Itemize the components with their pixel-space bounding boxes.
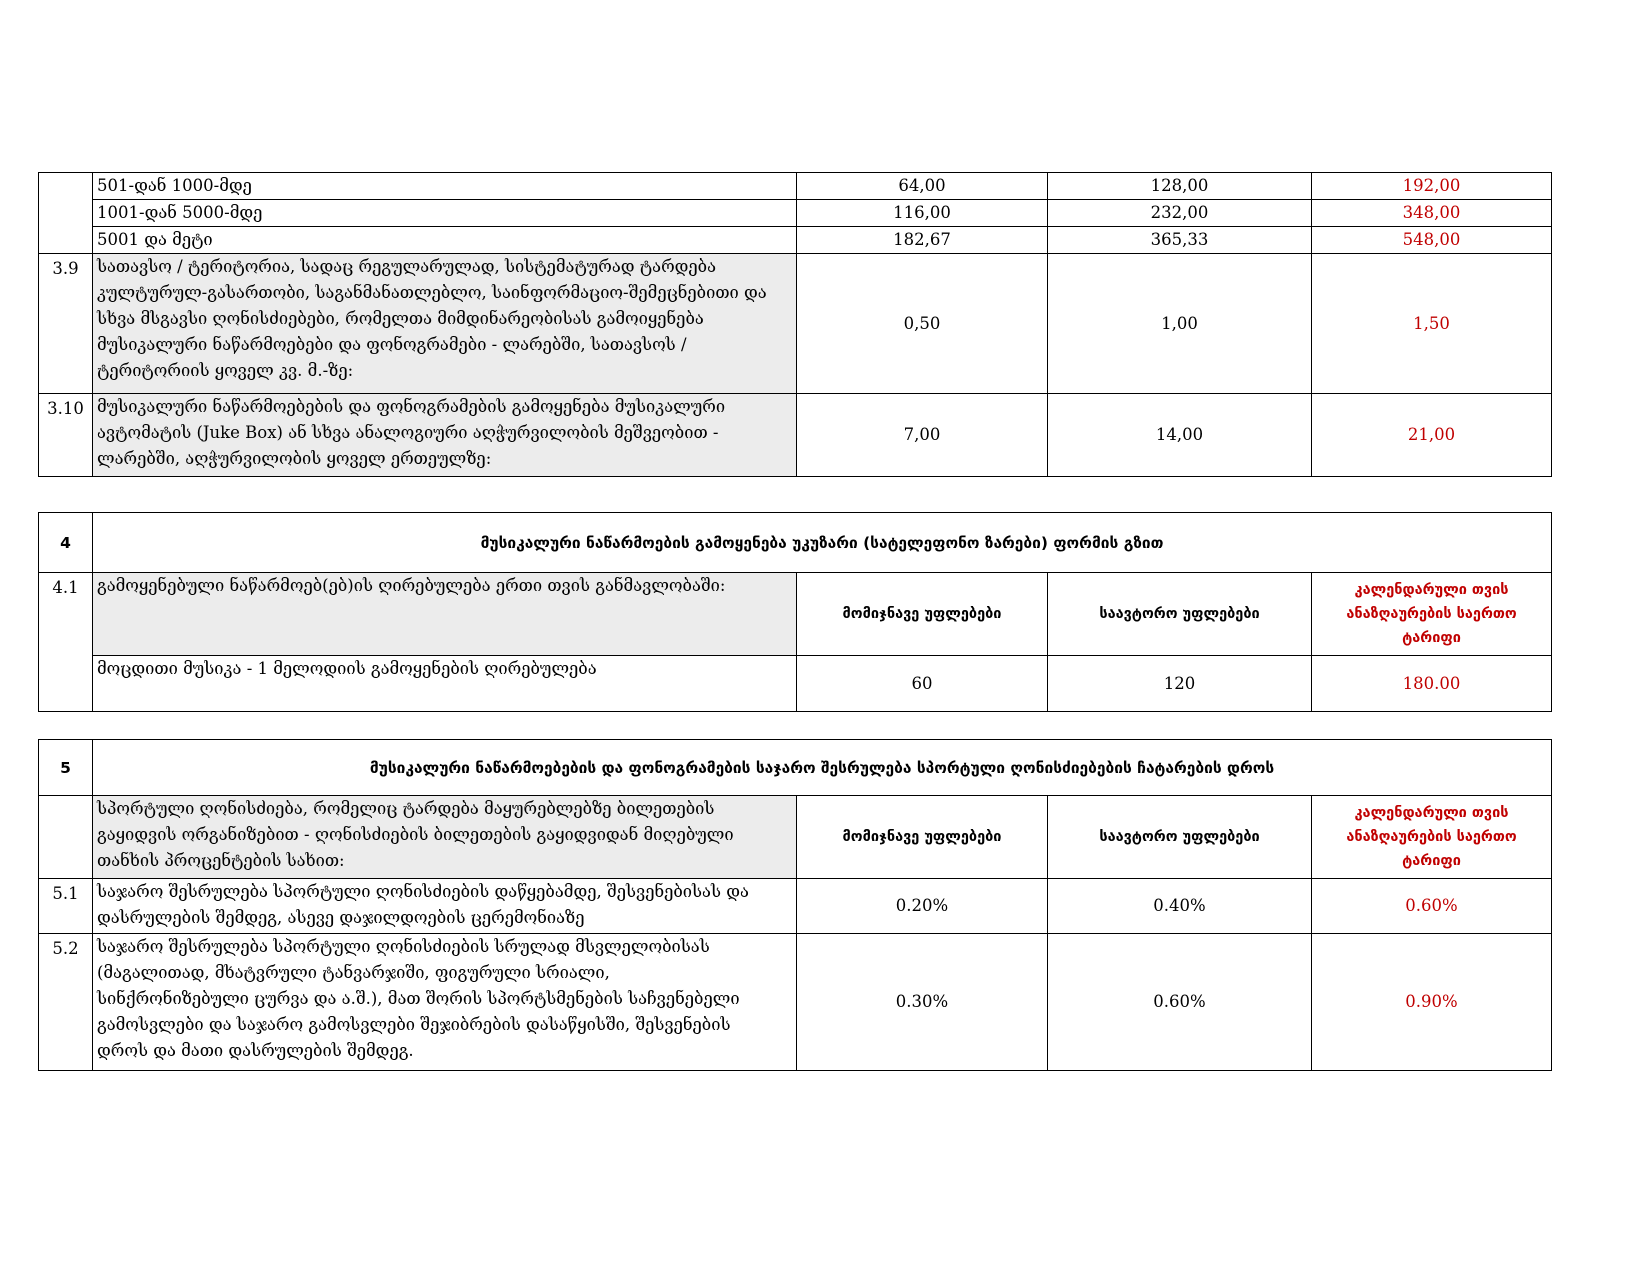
total-tariff-value: 21,00 — [1312, 394, 1552, 477]
row-number: 5.2 — [39, 934, 93, 1071]
author-rights-value: 0.60% — [1048, 934, 1312, 1071]
description-line: ტერიტორიის ყოველ კვ. მ.-ზე: — [97, 361, 354, 380]
row-number: 4.1 — [39, 573, 93, 712]
total-tariff-value: 192,00 — [1312, 173, 1552, 200]
row-description — [93, 796, 797, 879]
table-row — [39, 934, 1552, 1071]
author-rights-value: 365,33 — [1048, 227, 1312, 254]
header-line: ანაზღაურების საერთო — [1346, 606, 1517, 622]
section-number: 4 — [39, 513, 93, 573]
header-line: ტარიფი — [1402, 630, 1461, 646]
tariff-table-3 — [38, 172, 1552, 477]
total-tariff-value: 348,00 — [1312, 200, 1552, 227]
description-line: საჯარო შესრულება სპორტული ღონისძიების სრულად მსვლელობისას — [97, 937, 710, 956]
total-tariff-value: 0.60% — [1312, 879, 1552, 934]
description-line: ავტომატის (Juke Box) ან სხვა ანალოგიური აღჭურვილობის მეშვეობით - — [97, 423, 719, 442]
row-number: 5.1 — [39, 879, 93, 934]
section-header-row — [39, 740, 1552, 796]
description-line: მუსიკალური ნაწარმოებები და ფონოგრამები - ლარებში, სათავსოს / — [97, 335, 687, 354]
header-line: კალენდარული თვის — [1354, 805, 1509, 821]
tariff-table-4 — [38, 512, 1552, 712]
row-number: 3.9 — [39, 254, 93, 394]
author-rights-value: 128,00 — [1048, 173, 1312, 200]
related-rights-value: 0.30% — [797, 934, 1048, 1071]
table-row — [39, 200, 1552, 227]
table-row — [39, 879, 1552, 934]
author-rights-value: 14,00 — [1048, 394, 1312, 477]
description-line: ლარებში, აღჭურვილობის ყოველ ერთეულზე: — [97, 449, 492, 468]
related-rights-value: 0,50 — [797, 254, 1048, 394]
related-rights-value: 60 — [797, 656, 1048, 712]
table-row — [39, 254, 1552, 394]
related-rights-header: მომიჯნავე უფლებები — [797, 573, 1048, 656]
header-line: ანაზღაურების საერთო — [1346, 829, 1517, 845]
header-line: კალენდარული თვის — [1354, 582, 1509, 598]
description-line: დროს და მათი დასრულების შემდეგ. — [97, 1041, 414, 1060]
section-title: მუსიკალური ნაწარმოების გამოყენება უკუზარი (სატელეფონო ზარები) ფორმის გზით — [93, 513, 1552, 573]
related-rights-value: 182,67 — [797, 227, 1048, 254]
row-description — [93, 394, 797, 477]
author-rights-value: 120 — [1048, 656, 1312, 712]
total-tariff-header — [1312, 796, 1552, 879]
column-header-row — [39, 573, 1552, 656]
related-rights-value: 116,00 — [797, 200, 1048, 227]
description-line: გაყიდვის ორგანიზებით - ღონისძიების ბილეთების გაყიდვიდან მიღებული — [97, 825, 734, 844]
empty-number-cell — [39, 173, 93, 254]
author-rights-header: საავტორო უფლებები — [1048, 573, 1312, 656]
description-line: კულტურულ-გასართობი, საგანმანათლებლო, საინფორმაციო-შემეცნებითი და — [97, 283, 767, 302]
column-header-row — [39, 796, 1552, 879]
row-label: 501-დან 1000-მდე — [93, 173, 797, 200]
related-rights-value: 0.20% — [797, 879, 1048, 934]
author-rights-value: 1,00 — [1048, 254, 1312, 394]
description-line: მუსიკალური ნაწარმოებების და ფონოგრამების გამოყენება მუსიკალური — [97, 397, 726, 416]
table-row — [39, 394, 1552, 477]
section-header-row — [39, 513, 1552, 573]
row-description: გამოყენებული ნაწარმოებ(ებ)ის ღირებულება ერთი თვის განმავლობაში: — [93, 573, 797, 656]
description-line: სათავსო / ტერიტორია, სადაც რეგულარულად, სისტემატურად ტარდება — [97, 257, 717, 276]
row-description — [93, 934, 797, 1071]
total-tariff-value: 180.00 — [1312, 656, 1552, 712]
author-rights-value: 0.40% — [1048, 879, 1312, 934]
row-description — [93, 254, 797, 394]
empty-number-cell — [39, 796, 93, 879]
row-label: 5001 და მეტი — [93, 227, 797, 254]
related-rights-value: 7,00 — [797, 394, 1048, 477]
description-line: სხვა მსგავსი ღონისძიებები, რომელთა მიმდინარეობისას გამოიყენება — [97, 309, 704, 328]
total-tariff-value: 548,00 — [1312, 227, 1552, 254]
tariff-table-5 — [38, 739, 1552, 1071]
description-line: სპორტული ღონისძიება, რომელიც ტარდება მაყურებლებზე ბილეთების — [97, 799, 715, 818]
description-line: სინქრონიზებული ცურვა და ა.შ.), მათ შორის სპორტსმენების საჩვენებელი — [97, 989, 740, 1008]
section-title: მუსიკალური ნაწარმოებების და ფონოგრამების საჯარო შესრულება სპორტული ღონისძიებების ჩატარების დროს — [93, 740, 1552, 796]
row-description — [93, 879, 797, 934]
author-rights-value: 232,00 — [1048, 200, 1312, 227]
row-number: 3.10 — [39, 394, 93, 477]
table-row — [39, 173, 1552, 200]
table-row — [39, 656, 1552, 712]
related-rights-header: მომიჯნავე უფლებები — [797, 796, 1048, 879]
description-line: დასრულების შემდეგ, ასევე დაჯილდოების ცერემონიაზე — [97, 908, 585, 927]
description-line: თანხის პროცენტების სახით: — [97, 851, 345, 870]
description-line: გამოსვლები და საჯარო გამოსვლები შეჯიბრების დასაწყისში, შესვენების — [97, 1015, 731, 1034]
table-row — [39, 227, 1552, 254]
row-label: 1001-დან 5000-მდე — [93, 200, 797, 227]
total-tariff-header — [1312, 573, 1552, 656]
total-tariff-value: 1,50 — [1312, 254, 1552, 394]
description-line: (მაგალითად, მხატვრული ტანვარჯიში, ფიგურული სრიალი, — [97, 963, 610, 982]
related-rights-value: 64,00 — [797, 173, 1048, 200]
header-line: ტარიფი — [1402, 853, 1461, 869]
section-number: 5 — [39, 740, 93, 796]
row-label: მოცდითი მუსიკა - 1 მელოდიის გამოყენების ღირებულება — [93, 656, 797, 712]
description-line: საჯარო შესრულება სპორტული ღონისძიების დაწყებამდე, შესვენებისას და — [97, 882, 749, 901]
author-rights-header: საავტორო უფლებები — [1048, 796, 1312, 879]
total-tariff-value: 0.90% — [1312, 934, 1552, 1071]
